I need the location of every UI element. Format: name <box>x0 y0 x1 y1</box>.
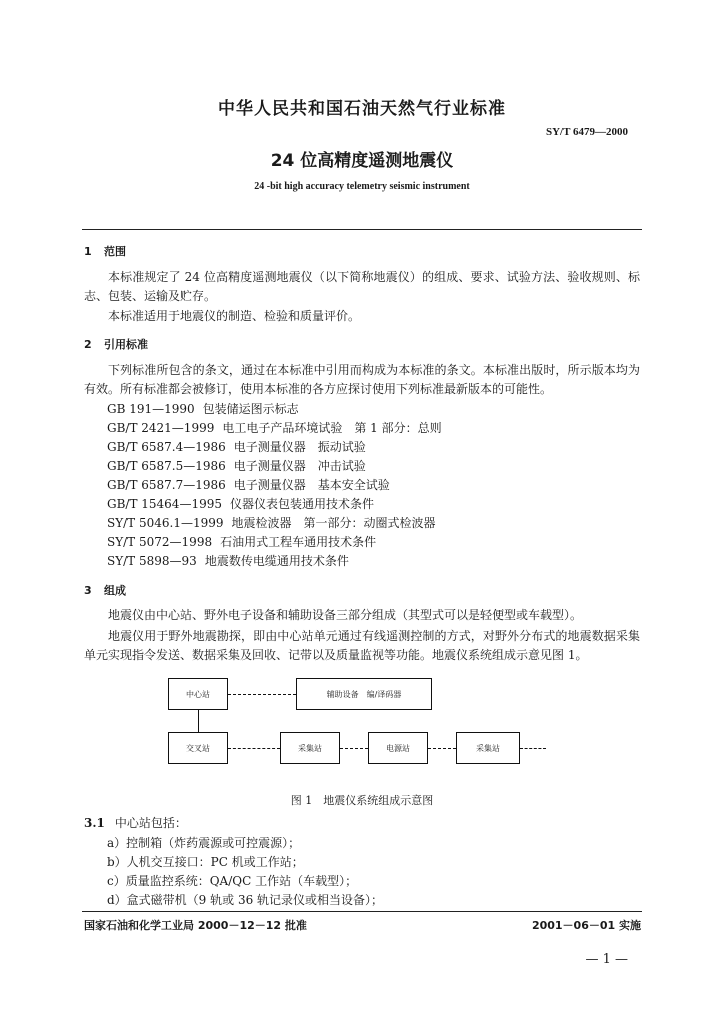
reference-item: GB/T 6587.5—1986 电子测量仪器 冲击试验 <box>107 459 366 473</box>
header-rule <box>82 229 642 230</box>
diagram-link-center-cross <box>198 710 199 732</box>
reference-item: GB/T 6587.4—1986 电子测量仪器 振动试验 <box>107 440 366 454</box>
diagram-box-center-station: 中心站 <box>168 678 228 710</box>
list-item: d）盒式磁带机（9 轨或 36 轨记录仪或相当设备）； <box>107 893 384 907</box>
reference-item: GB/T 6587.7—1986 电子测量仪器 基本安全试验 <box>107 478 390 492</box>
diagram-link-acq1-power <box>340 748 368 749</box>
section-3-1-heading <box>84 814 187 831</box>
list-item: b）人机交互接口：PC 机或工作站； <box>107 855 304 869</box>
diagram-box-auxiliary: 辅助设备 编/译码器 <box>296 678 432 710</box>
section-3-heading <box>84 582 126 598</box>
diagram-link-acq2-continuation <box>520 748 546 749</box>
issuing-body-title: 中华人民共和国石油天然气行业标准 <box>218 99 506 119</box>
section-1-paragraph-1: 本标准规定了 24 位高精度遥测地震仪（以下简称地震仪）的组成、要求、试验方法、验收规则、标志、包装、运输及贮存。 <box>84 270 640 303</box>
diagram-link-cross-acq1 <box>228 748 280 749</box>
section-3-number: 3 <box>84 584 92 597</box>
reference-item: SY/T 5898—93 地震数传电缆通用技术条件 <box>107 554 349 568</box>
approval-line: 国家石油和化学工业局 2000－12－12 批准 <box>84 919 307 932</box>
list-item: a）控制箱（炸药震源或可控震源）； <box>107 836 301 850</box>
section-2-heading <box>84 336 148 352</box>
section-3-1-title: 中心站包括： <box>114 816 187 830</box>
document-english-title: 24 -bit high accuracy telemetry seismic instrument <box>254 181 470 192</box>
reference-item: GB 191—1990 包装储运图示标志 <box>107 402 299 416</box>
section-2-number: 2 <box>84 338 92 351</box>
section-1-paragraph-2: 本标准适用于地震仪的制造、检验和质量评价。 <box>108 309 361 323</box>
section-2-title: 引用标准 <box>104 338 148 351</box>
figure-caption: 图 1 地震仪系统组成示意图 <box>290 794 434 807</box>
effective-date: 2001－06－01 实施 <box>531 919 641 932</box>
section-2-intro: 下列标准所包含的条文，通过在本标准中引用而构成为本标准的条文。本标准出版时，所示版本均为有效。所有标准都会被修订，使用本标准的各方应探讨使用下列标准最新版本的可能性。 <box>84 363 640 396</box>
diagram-box-power-station: 电源站 <box>368 732 428 764</box>
reference-item: GB/T 2421—1999 电工电子产品环境试验 第 1 部分：总则 <box>107 421 442 435</box>
page-number: — 1 — <box>585 952 628 967</box>
diagram-link-center-aux <box>228 694 296 695</box>
reference-item: SY/T 5072—1998 石油用式工程车通用技术条件 <box>107 535 377 549</box>
section-3-title: 组成 <box>104 584 126 597</box>
footer-rule <box>82 911 642 912</box>
section-1-number: 1 <box>84 245 92 258</box>
section-1-heading <box>84 243 126 259</box>
diagram-box-acquisition-station-2: 采集站 <box>456 732 520 764</box>
standard-number: SY/T 6479—2000 <box>545 126 628 138</box>
section-3-paragraph-1: 地震仪由中心站、野外电子设备和辅助设备三部分组成（其型式可以是轻便型或车载型）。 <box>108 608 583 622</box>
section-3-1-number: 3.1 <box>84 816 105 830</box>
section-1-title: 范围 <box>104 245 126 258</box>
list-item: c）质量监控系统：QA/QC 工作站（车载型）； <box>107 874 358 888</box>
section-3-paragraph-2: 地震仪用于野外地震勘探，即由中心站单元通过有线遥测控制的方式，对野外分布式的地震数据采集单元实现指令发送、数据采集及回收、记带以及质量监视等功能。地震仪系统组成示意见图 1。 <box>84 629 640 662</box>
diagram-link-power-acq2 <box>428 748 456 749</box>
diagram-box-cross-station: 交叉站 <box>168 732 228 764</box>
reference-item: GB/T 15464—1995 仪器仪表包装通用技术条件 <box>107 497 374 511</box>
reference-item: SY/T 5046.1—1999 地震检波器 第一部分：动圈式检波器 <box>107 516 436 530</box>
diagram-box-acquisition-station-1: 采集站 <box>280 732 340 764</box>
document-title: 24 位高精度遥测地震仪 <box>270 151 454 171</box>
